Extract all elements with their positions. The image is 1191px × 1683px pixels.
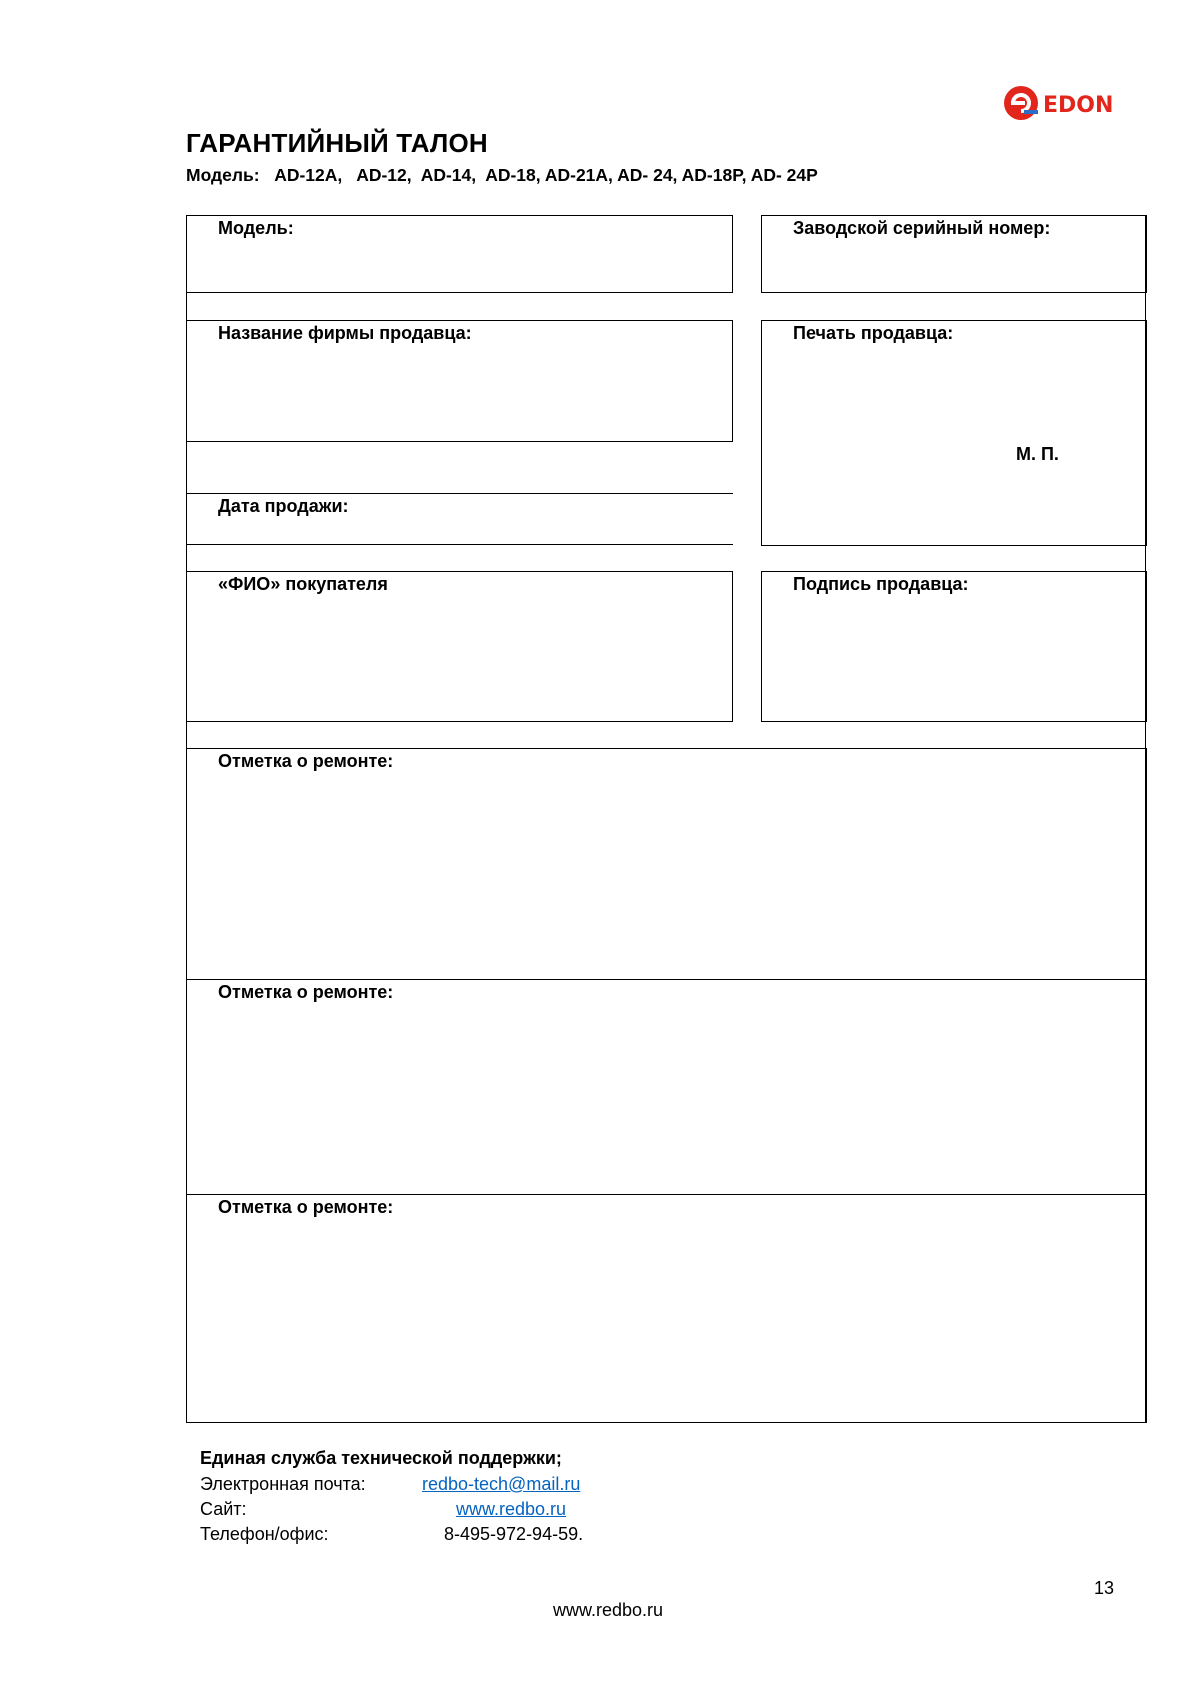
logo-text: EDON [1043,93,1113,118]
seller-signature-label: Подпись продавца: [793,574,969,594]
buyer-name-label: «ФИО» покупателя [218,574,388,594]
page-number: 13 [1094,1578,1115,1598]
repair-marks-block [186,748,1147,1423]
seller-firm-label: Название фирмы продавца: [218,323,472,343]
page-title: ГАРАНТИЙНЫЙ ТАЛОН [186,128,488,158]
support-title: Единая служба технической поддержки; [200,1448,562,1468]
support-email-label: Электронная почта: [200,1474,366,1494]
repair-divider-2 [186,1194,1147,1195]
repair-mark-label: Отметка о ремонте: [218,982,394,1002]
models-list: AD-12A, AD-12, AD-14, AD-18, AD-21A, AD- 24, AD-18P, AD- 24P [274,165,818,185]
sale-date-label: Дата продажи: [218,496,349,516]
repair-mark-label: Отметка о ремонте: [218,751,394,771]
seller-stamp-label: Печать продавца: [793,323,954,343]
brand-logo [1003,83,1113,123]
stamp-place-mark: М. П. [1016,444,1059,464]
repair-mark-label: Отметка о ремонте: [218,1197,394,1217]
footer-url: www.redbo.ru [553,1600,664,1620]
support-site-link[interactable]: www.redbo.ru [456,1499,567,1519]
seller-stamp-field[interactable] [761,320,1147,546]
logo-mark-icon [1003,83,1113,123]
support-site-label: Сайт: [200,1499,247,1519]
support-phone-value: 8-495-972-94-59. [444,1524,584,1544]
models-line [186,165,818,186]
support-phone-label: Телефон/офис: [200,1524,329,1544]
repair-divider-1 [186,979,1147,980]
sale-date-bottomline [186,544,733,545]
serial-number-label: Заводской серийный номер: [793,218,1051,238]
models-label: Модель: [186,165,260,185]
support-email-link[interactable]: redbo-tech@mail.ru [422,1474,581,1494]
model-label: Модель: [218,218,294,238]
sale-date-topline [186,493,733,494]
